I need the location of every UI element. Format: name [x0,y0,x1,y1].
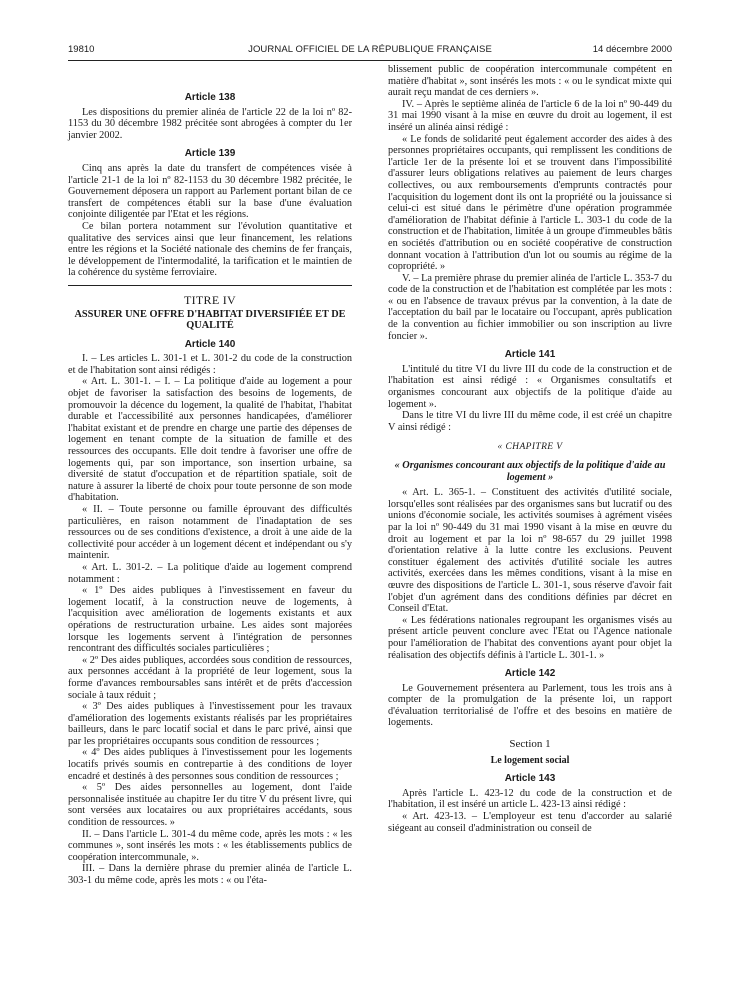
paragraph-iv: IV. – Après le septième alinéa de l'article 6 de la loi nº 90-449 du 31 mai 1990 visant à la mise en œuvre du droit au logement, il est inséré un alinéa ainsi rédigé : [388,98,672,133]
article-138-text: Les dispositions du premier alinéa de l'article 22 de la loi nº 82-1153 du 30 décembre 1982 précitée sont abrogées à compter du 1er janvier 2002. [68,106,352,141]
article-140-text-7: « 3º Des aides publiques à l'investissement pour les travaux d'amélioration des logements existants réalisés par les propriétaires bailleurs, dans le parc locatif social et dans le parc privé, ainsi que par les propriétaires occupants sous condition de ressources ; [68,701,352,747]
article-140-text-5: « 1º Des aides publiques à l'investissement en faveur du logement locatif, à la construction neuve de logements, à l'acquisition avec amélioration de logements existants et aux opérations de restructuration urbaine. Les aides sont majorées lorsque les logements servent à l'intégration de personnes rencontrant des difficultés sociales particulières ; [68,585,352,655]
titre-heading: TITRE IV [183,292,237,307]
paragraph-fonds-solidarite: « Le fonds de solidarité peut également accorder des aides à des personnes propriétaires occupants, qui remplissent les conditions de l'article 1er de la présente loi et se trouvent dans l'impossibilité d'assurer leurs obligations relatives au paiement de leurs charges collectives, ou aux remboursements d'emprunts contractés pour l'acquisition du logement dont ils ont la propriété ou la jouissance si celui-ci est situé dans le périmètre d'une opération programmée d'amélioration de l'habitat définie à l'article L. 303-1 du code de la construction et de l'habitation, limitée à un groupe d'immeubles bâtis en sociétés d'attribution ou en société coopérative de construction donnant vocation à l'attribution d'un lot ou soumis au régime de la copropriété. » [388,133,672,273]
left-column [68,64,352,887]
section-divider [68,285,352,286]
page-header [68,44,672,58]
article-143-heading: Article 143 [504,773,556,785]
chapitre-label: « CHAPITRE V [497,442,563,453]
article-138-heading: Article 138 [184,92,236,103]
article-139-heading: Article 139 [184,148,236,160]
continued-text: blissement public de coopération intercommunale compétent en matière d'habitat », sont insérés les mots : « ou le syndicat mixte qui aurait reçu mandat de ces derniers ». [388,64,672,99]
chapitre-title: « Organismes concourant aux objectifs de la politique d'aide au logement » [394,460,666,483]
article-139-text-2: Ce bilan portera notamment sur l'évolution quantitative et qualitative des services ainsi que leur financement, les relations entre les régions et la Société nationale des chemins de fer français, le développement de l'intermodalité, la tarification et le maintien de la cohérence du système ferroviaire. [68,220,352,279]
article-140-text-8: « 4º Des aides publiques à l'investissement pour les logements locatifs privés soumis en contrepartie à des conditions de loyer encadré et destinés à des personnes sous condition de ressources ; [68,747,352,782]
titre-subtitle: ASSURER UNE OFFRE D'HABITAT DIVERSIFIÉE ET DE QUALITÉ [74,308,346,332]
article-141-text-3: « Art. L. 365-1. – Constituent des activités d'utilité sociale, lorsqu'elles sont réalisées par des organismes sans but lucratif ou des unions d'économie sociale, les activités soumises à agrément visées par la loi nº 90-449 du 31 mai 1990 visant à la mise en œuvre du droit au logement et par la loi nº 98-657 du 29 juillet 1998 d'orientation relative à la lutte contre les exclusions. Peuvent constituer également des activités d'utilité sociale les autres activités, exercées dans les mêmes conditions, visant à la mise en œuvre des dispositions de l'article L. 301-1, sous réserve d'avoir fait l'objet d'un agrément dans des conditions définies par décret en Conseil d'Etat. [388,487,672,615]
article-140-text-6: « 2º Des aides publiques, accordées sous condition de ressources, aux personnes accédant à la propriété de leur logement, sous la forme d'avances remboursables sans intérêt et de prêts d'accession sociale à taux réduit ; [68,654,352,701]
article-140-text-1: I. – Les articles L. 301-1 et L. 301-2 du code de la construction et de l'habitation sont ainsi rédigés : [68,353,352,376]
article-143-text-2: « Art. 423-13. – L'employeur est tenu d'accorder au salarié siégeant au conseil d'administration ou conseil de [388,811,672,834]
article-141-text-1: L'intitulé du titre VI du livre III du code de la construction et de l'habitation est ainsi rédigé : « Organismes consultatifs et organismes concourant aux objectifs de la politique d'aide au logement ». [388,363,672,410]
article-140-text-4: « Art. L. 301-2. – La politique d'aide au logement comprend notamment : [68,561,352,585]
section-title: Le logement social [490,754,570,766]
article-139-text-1: Cinq ans après la date du transfert de compétences visée à l'article 21-1 de la loi nº 82-1153 du 30 décembre 1982 précitée, le Gouvernement déposera un rapport au Parlement portant bilan de ce transfert de compétences établi sur la base d'une évaluation conjointe diligentée par l'Etat et les régions. [68,162,352,221]
article-140-text-3: « II. – Toute personne ou famille éprouvant des difficultés particulières, en raison notamment de l'inadaptation de ses ressources ou de ses conditions d'existence, a droit à une aide de la collectivité pour accéder à un logement décent et indépendant ou s'y maintenir. [68,504,352,562]
journal-title: JOURNAL OFFICIEL DE LA RÉPUBLIQUE FRANÇAISE [248,44,492,55]
section-label: Section 1 [509,738,551,751]
article-140-text-9: « 5º Des aides personnelles au logement, dont l'aide personnalisée instituée au chapitre Ier du titre V du présent livre, qui sont versées aux locataires ou aux propriétaires accédants, sous condition de ressources. » [68,782,352,829]
article-140-heading: Article 140 [184,338,236,350]
article-140-text-2: « Art. L. 301-1. – I. – La politique d'aide au logement a pour objet de favoriser la satisfaction des besoins de logements, de promouvoir la décence du logement, la qualité de l'habitat, l'habitat durable et l'accessibilité aux personnes handicapées, d'améliorer l'habitat existant et de prendre en charge une partie des dépenses de logement en tenant compte de la situation de famille et des ressources des occupants. Elle doit tendre à favoriser une offre de logements qui, par son importance, son insertion urbaine, sa diversité de statut d'occupation et de répartition spatiale, soit de nature à assurer la liberté de choix pour toute personne de son mode d'habitation. [68,376,352,504]
publication-date: 14 décembre 2000 [592,44,672,55]
header-rule [68,60,672,61]
right-column [388,64,672,834]
article-141-text-4: « Les fédérations nationales regroupant les organismes visés au présent article peuvent conclure avec l'Etat ou l'Agence nationale pour l'amélioration de l'habitat des conventions ayant pour objet la réalisation des objectifs définis à l'article L. 301-1. » [388,614,672,661]
article-140-text-11: III. – Dans la dernière phrase du premier alinéa de l'article L. 303-1 du même code, après les mots : « ou l'éta- [68,863,352,886]
page-number: 19810 [68,44,95,55]
article-142-heading: Article 142 [504,668,556,680]
article-141-heading: Article 141 [504,349,556,361]
article-142-text: Le Gouvernement présentera au Parlement, tous les trois ans à compter de la promulgation de la présente loi, un rapport d'évaluation territorialisé de l'offre et des besoins en matière de logements. [388,682,672,729]
article-140-text-10: II. – Dans l'article L. 301-4 du même code, après les mots : « les communes », sont insérés les mots : « les établissements publics de coopération intercommunale, ». [68,828,352,863]
paragraph-v: V. – La première phrase du premier alinéa de l'article L. 353-7 du code de la construction et de l'habitation est complétée par les mots : « ou en l'absence de travaux prévus par la convention, à la date de l'acceptation du bail par le locataire ou l'occupant, après publication de la convention au fichier immobilier ou son inscription au livre foncier ». [388,272,672,342]
article-141-text-2: Dans le titre VI du livre III du même code, il est créé un chapitre V ainsi rédigé : [388,410,672,433]
article-143-text-1: Après l'article L. 423-12 du code de la construction et de l'habitation, il est inséré un article L. 423-13 ainsi rédigé : [388,787,672,811]
